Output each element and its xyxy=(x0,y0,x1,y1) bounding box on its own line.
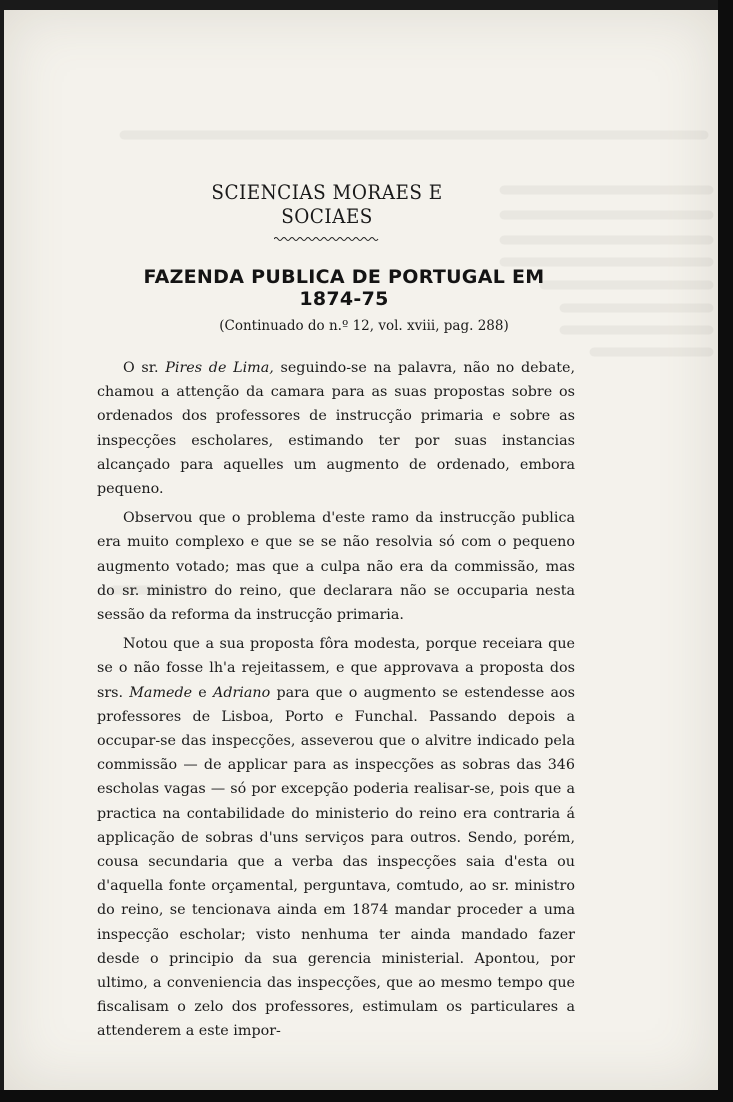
scan-border-right xyxy=(718,0,733,1102)
section-title: SCIENCIAS MORAES E SOCIAES xyxy=(211,180,443,228)
paragraph-3 xyxy=(97,632,575,1043)
p1-text-b: seguindo-se na palavra, não no debate, chamou a attenção da camara para as suas propostas sobre os ordenados dos professores de instrucção primaria e sobre as inspecções escholares, estimando ter por suas instancias alcançado para aquelles um augmento de ordenado, embora pequeno. xyxy=(97,360,575,498)
article-title: FAZENDA PUBLICA DE PORTUGAL EM 1874-75 xyxy=(143,266,545,310)
scan-border-bottom xyxy=(0,1090,733,1102)
paragraph-2: Observou que o problema d'este ramo da instrucção publica era muito complexo e que se se não resolvia só com o pequeno augmento votado; mas que a culpa não era da commissão, mas do sr. ministro do reino, que declarara não se occuparia nesta sessão da reforma da instrucção primaria. xyxy=(97,510,575,624)
article-body xyxy=(97,356,575,1044)
p3-text-a: Notou que a sua proposta fôra modesta, porque receiara que se o não fosse lh'a rejeitassem, e que approvava a proposta dos srs. xyxy=(97,636,575,701)
continuation-note: (Continuado do n.º 12, vol. xviii, pag. 288) xyxy=(219,318,509,334)
paragraph-1 xyxy=(97,356,575,501)
p3-name-adriano: Adriano xyxy=(213,684,271,701)
p1-speaker-name: Pires de Lima, xyxy=(165,360,274,376)
p1-text-a: O sr. xyxy=(123,360,166,376)
p3-name-mamede: Mamede xyxy=(129,684,193,701)
p3-text-b: e xyxy=(192,684,213,701)
title-ornament xyxy=(274,235,380,243)
p3-text-c: para que o augmento se estendesse aos professores de Lisboa, Porto e Funchal. Passando depois a occupar-se das inspecções, asseverou que o alvitre indicado pela commissão — de applicar para as inspecções as sobras das 346 escholas vagas — só por excepção poderia realisar-se, pois que a practica na contabilidade do ministerio do reino era contraria á applicação de sobras d'uns serviços para outros. Sendo, porém, cousa secundaria que a verba das inspecções saia d'esta ou d'aquella fonte orçamental, perguntava, comtudo, ao sr. ministro do reino, se tencionava ainda em 1874 mandar proceder a uma inspecção escholar; visto nenhuma ter ainda mandado fazer desde o principio da sua gerencia ministerial. Apontou, por ultimo, a conveniencia das inspecções, que ao mesmo tempo que fiscalisam o zelo dos professores, estimulam os particulares a attenderem a este impor- xyxy=(97,684,575,1040)
document-page xyxy=(4,10,718,1090)
